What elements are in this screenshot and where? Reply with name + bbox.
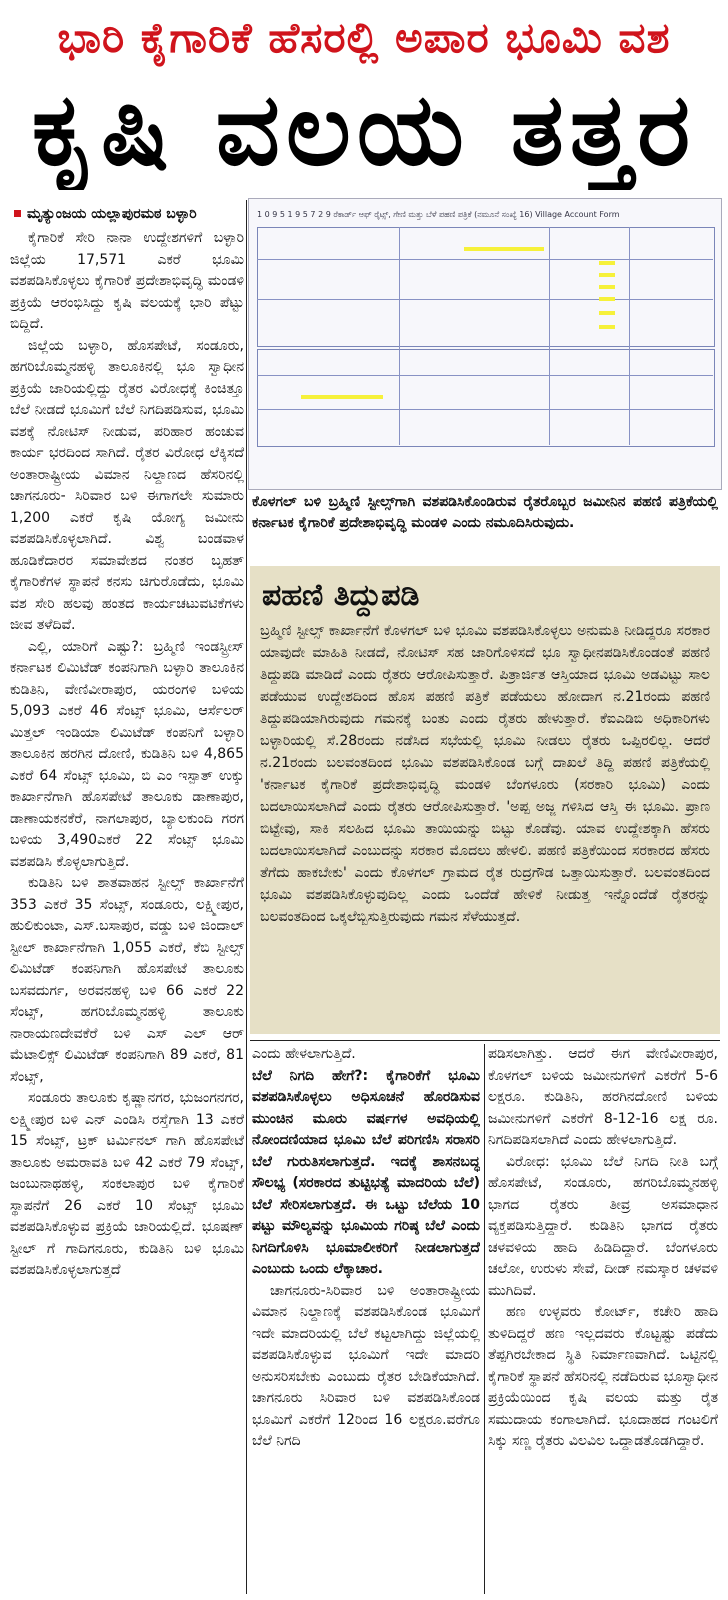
middle-column bbox=[252, 1044, 480, 1594]
left-paragraph: ಸಂಡೂರು ತಾಲೂಕು ಕೃಷ್ಣಾನಗರ, ಭುಜಂಗನಗರ, ಲಕ್ಷ್ಮೀಪುರ ಬಳಿ ಎನ್ ಎಂಡಿಸಿ ರಸ್ತೆಗಾಗಿ 13 ಎಕರೆ 15 ಸೆಂಟ್ಸ್, ಟ್ರಕ್ ಟರ್ಮಿನಲ್ ಗಾಗಿ ಹೊಸಪೇಟೆ ತಾಲೂಕು ಅಮರಾವತಿ ಬಳಿ 42 ಎಕರೆ 79 ಸೆಂಟ್ಸ್, ಜಂಬುನಾಥಹಳ್ಳಿ, ಸಂಕಲಾಪುರ ಬಳಿ ಕೈಗಾರಿಕೆ ಸ್ಥಾಪನೆಗೆ 26 ಎಕರೆ 10 ಸೆಂಟ್ಸ್ ಭೂಮಿ ವಶಪಡಿಸಿಕೊಳ್ಳುವ ಪ್ರಕ್ರಿಯೆ ಜಾರಿಯಲ್ಲಿದೆ. ಭೂಷಣ್ ಸ್ಟೀಲ್ ಗೆ ಗಾದಿಗನೂರು, ಕುಡಿತಿನಿ ಬಳಿ ಭೂಮಿ ವಶಪಡಿಸಿಕೊಳ್ಳಲಾಗುತ್ತದೆ bbox=[10, 1090, 244, 1278]
document-table-top bbox=[257, 227, 715, 347]
middle-paragraph: ಚಾಗನೂರು-ಸಿರಿವಾರ ಬಳಿ ಅಂತಾರಾಷ್ಟ್ರೀಯ ವಿಮಾನ ನಿಲ್ದಾಣಕ್ಕೆ ವಶಪಡಿಸಿಕೊಂಡ ಭೂಮಿಗೆ ಇದೇ ಮಾದರಿಯಲ್ಲಿ ಬೆಲೆ ಕಟ್ಟಲಾಗಿದ್ದು ಜಿಲ್ಲೆಯಲ್ಲಿ ವಶಪಡಿಸಿಕೊಳ್ಳುವ ಭೂಮಿಗೆ ಇದೇ ಮಾದರಿ ಅನುಸರಿಸಬೇಕು ಎಂಬುದು ರೈತರ ಬೇಡಿಕೆಯಾಗಿದೆ. ಚಾಗನೂರು ಸಿರಿವಾರ ಬಳಿ ವಶಪಡಿಸಿಕೊಂಡ ಭೂಮಿಗೆ ಎಕರೆಗೆ 12ರಿಂದ 16 ಲಕ್ಷರೂ.ವರೆಗೂ ಬೆಲೆ ನಿಗದಿ bbox=[252, 1282, 480, 1449]
left-paragraph: ಕೈಗಾರಿಕೆ ಸೇರಿ ನಾನಾ ಉದ್ದೇಶಗಳಿಗೆ ಬಳ್ಳಾರಿ ಜಿಲ್ಲೆಯ 17,571 ಎಕರೆ ಭೂಮಿ ವಶಪಡಿಸಿಕೊಳ್ಳಲು ಕೈಗಾರಿಕೆ ಪ್ರದೇಶಾಭಿವೃದ್ಧಿ ಮಂಡಳಿ ಪ್ರಕ್ರಿಯೆ ಆರಂಭಿಸಿದ್ದು ಕೃಷಿ ವಲಯಕ್ಕೆ ಭಾರಿ ಪೆಟ್ಟು ಬಿದ್ದಿದೆ. bbox=[10, 230, 244, 332]
document-line bbox=[257, 259, 713, 260]
document-line bbox=[257, 409, 713, 410]
highlight-mark bbox=[599, 297, 615, 301]
byline bbox=[10, 203, 246, 225]
column-divider bbox=[246, 200, 247, 1594]
column-divider bbox=[484, 1044, 485, 1594]
left-column bbox=[10, 228, 244, 1594]
highlight-mark bbox=[599, 311, 615, 315]
highlight-mark bbox=[599, 285, 615, 289]
left-paragraph: ಎಲ್ಲಿ, ಯಾರಿಗೆ ಎಷ್ಟು?: ಬ್ರಹ್ಮಿಣಿ ಇಂಡಸ್ಟ್ರೀಸ್ ಕರ್ನಾಟಕ ಲಿಮಿಟೆಡ್ ಕಂಪನಿಗಾಗಿ ಬಳ್ಳಾರಿ ತಾಲೂಕಿನ ಕುಡಿತಿನಿ, ವೇಣಿವೀರಾಪುರ, ಯರಂಗಳಿ ಬಳಿಯ 5,093 ಎಕರೆ 46 ಸೆಂಟ್ಸ್ ಭೂಮಿ, ಆರ್ಸೆಲರ್ ಮಿತ್ತಲ್ ಇಂಡಿಯಾ ಲಿಮಿಟೆಡ್ ಕಂಪನಿಗೆ ಬಳ್ಳಾರಿ ತಾಲೂಕಿನ ಹರಗಿನ ದೋಣಿ, ಕುಡಿತಿನಿ ಬಳಿ 4,865 ಎಕರೆ 64 ಸೆಂಟ್ಸ್ ಭೂಮಿ, ಬಿ ಎಂ ಇಸ್ಪಾತ್ ಉಕ್ಕು ಕಾರ್ಖಾನೆಗಾಗಿ ಹೊಸಪೇಟೆ ತಾಲೂಕು ಡಾಣಾಪುರ, ಡಾಣಾಯಕನಕೆರೆ, ನಾಗಲಾಪುರ, ಬ್ಯಾಲಕುಂದಿ ಗರಗ ಬಳಿಯ 3,490ಎಕರೆ 22 ಸೆಂಟ್ಸ್ ಭೂಮಿ ವಶಪಡಿಸಿ ಕೊಳ್ಳಲಾಗುತ್ತಿದೆ. bbox=[10, 638, 244, 870]
left-paragraph: ಕುಡಿತಿನಿ ಬಳಿ ಶಾತವಾಹನ ಸ್ಟೀಲ್ಸ್ ಕಾರ್ಖಾನೆಗೆ 353 ಎಕರೆ 35 ಸೆಂಟ್ಸ್, ಸಂಡೂರು, ಲಕ್ಷ್ಮೀಪುರ, ಹುಲಿಕುಂಟಾ, ಎಸ್.ಬಸಾಪುರ, ವಡ್ಡು ಬಳಿ ಜಿಂದಾಲ್ ಸ್ಟೀಲ್ ಕಾರ್ಖಾನೆಗಾಗಿ 1,055 ಎಕರೆ, ಕೆಬಿ ಸ್ಟೀಲ್ಸ್ ಲಿಮಿಟೆಡ್ ಕಂಪನಿಗಾಗಿ ಹೊಸಪೇಟೆ ತಾಲೂಕು ಬಸವದುರ್ಗ, ಅರವನಹಳ್ಳಿ ಬಳಿ 66 ಎಕರೆ 22 ಸೆಂಟ್ಸ್, ಹಗರಿಬೊಮ್ಮನಹಳ್ಳಿ ತಾಲೂಕು ನಾರಾಯಣದೇವಕೆರೆ ಬಳಿ ಎಸ್ ಎಲ್ ಆರ್ ಮೆಟಾಲಿಕ್ಸ್ ಲಿಮಿಟೆಡ್ ಕಂಪನಿಗಾಗಿ 89 ಎಕರೆ, 81 ಸೆಂಟ್ಸ್, bbox=[10, 875, 244, 1085]
highlight-mark bbox=[464, 247, 544, 251]
right-paragraph: ಪಡಿಸಲಾಗಿತ್ತು. ಆದರೆ ಈಗ ವೇಣಿವೀರಾಪುರ, ಕೊಳಗಲ್ ಬಳಿಯ ಜಮೀನುಗಳಿಗೆ ಎಕರೆಗೆ 5-6 ಲಕ್ಷರೂ. ಕುಡಿತಿನಿ, ಹರಗಿನದೋಣಿ ಬಳಿಯ ಜಮೀನುಗಳಿಗೆ ಎಕರೆಗೆ 8-12-16 ಲಕ್ಷ ರೂ. ನಿಗದಿಪಡಿಸಲಾಗಿದೆ ಎಂದು ಹೇಳಲಾಗುತ್ತಿದೆ. bbox=[488, 1046, 718, 1148]
left-paragraph: ಜಿಲ್ಲೆಯ ಬಳ್ಳಾರಿ, ಹೊಸಪೇಟೆ, ಸಂಡೂರು, ಹಗರಿಬೊಮ್ಮನಹಳ್ಳಿ ತಾಲೂಕಿನಲ್ಲಿ ಭೂ ಸ್ವಾಧೀನ ಪ್ರಕ್ರಿಯೆ ಜಾರಿಯಲ್ಲಿದ್ದು ರೈತರ ವಿರೋಧಕ್ಕೆ ಕಿಂಚಿತ್ತೂ ಬೆಲೆ ನೀಡದೆ ಭೂಮಿಗೆ ಬೆಲೆ ನಿಗದಿಪಡಿಸುವ, ಭೂಮಿ ವಶಕ್ಕೆ ನೋಟಿಸ್ ನೀಡುವ, ಪರಿಹಾರ ಹಂಚುವ ಕಾರ್ಯ ಭರದಿಂದ ಸಾಗಿದೆ. ರೈತರ ವಿರೋಧ ಲೆಕ್ಕಿಸದೆ ಅಂತಾರಾಷ್ಟ್ರೀಯ ವಿಮಾನ ನಿಲ್ದಾಣದ ಹೆಸರಿನಲ್ಲಿ ಚಾಗನೂರು- ಸಿರಿವಾರ ಬಳಿ ಈಗಾಗಲೇ ಸುಮಾರು 1,200 ಎಕರೆ ಕೃಷಿ ಯೋಗ್ಯ ಜಮೀನು ವಶಪಡಿಸಿಕೊಳ್ಳಲಾಗಿದೆ. ವಿಶ್ವ ಬಂಡವಾಳ ಹೂಡಿಕೆದಾರರ ಸಮಾವೇಶದ ನಂತರ ಬೃಹತ್ ಕೈಗಾರಿಕೆಗಳ ಸ್ಥಾಪನೆ ಕನಸು ಚಿಗುರೊಡೆದು, ಭೂಮಿ ವಶ ಸೇರಿ ಹಲವು ಹಂತದ ಕಾರ್ಯಚಟುವಟಿಕೆಗಳು ಜೀವ ತಳೆದಿವೆ. bbox=[10, 337, 244, 633]
horizontal-divider bbox=[250, 1040, 720, 1041]
document-line bbox=[549, 227, 550, 445]
byline-marker bbox=[14, 210, 21, 217]
document-line bbox=[399, 227, 400, 445]
highlight-mark bbox=[599, 325, 615, 329]
highlight-mark bbox=[599, 261, 615, 265]
main-headline: ಕೃಷಿ ವಲಯ ತತ್ತರ bbox=[31, 71, 697, 188]
middle-paragraph: ಎಂದು ಹೇಳಲಾಗುತ್ತಿದೆ. bbox=[252, 1046, 356, 1062]
highlight-mark bbox=[301, 395, 383, 399]
highlight-mark bbox=[599, 273, 615, 277]
right-paragraph: ವಿರೋಧ: ಭೂಮಿ ಬೆಲೆ ನಿಗದಿ ನೀತಿ ಬಗ್ಗೆ ಹೊಸಪೇಟೆ, ಸಂಡೂರು, ಹಗರಿಬೊಮ್ಮನಹಳ್ಳಿ ಭಾಗದ ರೈತರು ತೀವ್ರ ಅಸಮಾಧಾನ ವ್ಯಕ್ತಪಡಿಸುತ್ತಿದ್ದಾರೆ. ಕುಡಿತಿನಿ ಭಾಗದ ರೈತರು ಚಳವಳಿಯ ಹಾದಿ ಹಿಡಿದಿದ್ದಾರೆ. ಬೆಂಗಳೂರು ಚಲೋ, ಉರುಳು ಸೇವೆ, ದೀಡ್ ನಮಸ್ಕಾರ ಚಳವಳಿ ಮುಗಿದಿವೆ. bbox=[488, 1153, 718, 1299]
box-body: ಬ್ರಹ್ಮಿಣಿ ಸ್ಟೀಲ್ಸ್ ಕಾರ್ಖಾನೆಗೆ ಕೊಳಗಲ್ ಬಳಿ ಭೂಮಿ ವಶಪಡಿಸಿಕೊಳ್ಳಲು ಅನುಮತಿ ನೀಡಿದ್ದರೂ ಸರಕಾರ ಯಾವುದೇ ಮಾಹಿತಿ ನೀಡದೆ, ನೋಟಿಸ್ ಸಹ ಜಾರಿಗೊಳಿಸದೆ ಭೂ ಸ್ವಾಧೀನಪಡಿಸಿಕೊಂಡಂತೆ ಪಹಣಿ ತಿದ್ದುಪಡಿ ಮಾಡಿದೆ ಎಂದು ರೈತರು ಆರೋಪಿಸುತ್ತಾರೆ. ಪಿತ್ರಾರ್ಜಿತ ಆಸ್ತಿಯಾದ ಭೂಮಿ ಅಡವಿಟ್ಟು ಸಾಲ ಪಡೆಯುವ ಉದ್ದೇಶದಿಂದ ಹೊಸ ಪಹಣಿ ಪತ್ರಿಕೆ ಪಡೆಯಲು ಹೋದಾಗ ನ.21ರಂದು ಪಹಣಿ ತಿದ್ದುಪಡಿಯಾಗಿರುವುದು ಗಮನಕ್ಕೆ ಬಂತು ಎಂದು ರೈತರು ಹೇಳುತ್ತಾರೆ. ಕೆಐಎಡಿಬಿ ಅಧಿಕಾರಿಗಳು ಬಳ್ಳಾರಿಯಲ್ಲಿ ಸೆ.28ರಂದು ನಡೆಸಿದ ಸಭೆಯಲ್ಲಿ ಭೂಮಿ ನೀಡಲು ರೈತರು ಒಪ್ಪಿರಲಿಲ್ಲ. ಆದರೆ ನ.21ರಂದು ಬಲವಂತದಿಂದ ಭೂಮಿ ವಶಪಡಿಸಿಕೊಂಡ ಬಗ್ಗೆ ದಾಖಲೆ ತಿದ್ದಿ ಪಹಣಿ ಪತ್ರಿಕೆಯಲ್ಲಿ 'ಕರ್ನಾಟಕ ಕೈಗಾರಿಕೆ ಪ್ರದೇಶಾಭಿವೃದ್ಧಿ ಮಂಡಳಿ ಬೆಂಗಳೂರು (ಸರಕಾರಿ ಭೂಮಿ) ಎಂದು ಬದಲಾಯಿಸಲಾಗಿದೆ ಎಂದು ರೈತರು ಆರೋಪಿಸುತ್ತಾರೆ. 'ಅಪ್ಪ ಅಜ್ಜ ಗಳಿಸಿದ ಆಸ್ತಿ ಈ ಭೂಮಿ. ಪ್ರಾಣ ಬಿಟ್ಟೇವು, ಸಾಕಿ ಸಲಹಿದ ಭೂಮಿ ತಾಯಿಯನ್ನು ಬಿಟ್ಟು ಕೊಡೆವು. ಯಾವ ಉದ್ದೇಶಕ್ಕಾಗಿ ಹೆಸರು ಬದಲಾಯಿಸಲಾಗಿದೆ ಎಂಬುದನ್ನು ಸರಕಾರ ಮೊದಲು ಹೇಳಲಿ. ಪಹಣಿ ಪತ್ರಿಕೆಯಿಂದ ಸರಕಾರದ ಹೆಸರು ತೆಗೆದು ಹಾಕಬೇಕು' ಎಂದು ಕೊಳಗಲ್ ಗ್ರಾಮದ ರೈತ ರುದ್ರಗೌಡ ಒತ್ತಾಯಿಸುತ್ತಾರೆ. ಬಲವಂತದಿಂದ ಭೂಮಿ ವಶಪಡಿಸಿಕೊಳ್ಳುವುದಿಲ್ಲ ಎಂದು ಒಂದೆಡೆ ಹೇಳಿಕೆ ನೀಡುತ್ತ ಇನ್ನೊಂದೆಡೆ ರೈತರನ್ನು ಬಲವಂತದಿಂದ ಒಕ್ಕಲೆಬ್ಬಿಸುತ್ತಿರುವುದು ಗಮನ ಸೆಳೆಯುತ್ತದೆ. bbox=[260, 623, 710, 925]
sidebar-box bbox=[250, 566, 720, 1034]
byline-text: ಮೃತ್ಯುಂಜಯ ಯಲ್ಲಾಪುರಮಠ ಬಳ್ಳಾರಿ bbox=[27, 206, 197, 222]
kicker-headline: ಭಾರಿ ಕೈಗಾರಿಕೆ ಹೆಸರಲ್ಲಿ ಅಪಾರ ಭೂಮಿ ವಶ bbox=[57, 13, 671, 62]
right-paragraph: ಹಣ ಉಳ್ಳವರು ಕೋರ್ಟ್, ಕಚೇರಿ ಹಾದಿ ತುಳಿದಿದ್ದರೆ ಹಣ ಇಲ್ಲದವರು ಕೊಟ್ಟಷ್ಟು ಪಡೆದು ತೆಪ್ಪಗಿರಬೇಕಾದ ಸ್ಥಿತಿ ನಿರ್ಮಾಣವಾಗಿದೆ. ಒಟ್ಟಿನಲ್ಲಿ ಕೈಗಾರಿಕೆ ಸ್ಥಾಪನೆ ಹೆಸರಿನಲ್ಲಿ ನಡೆದಿರುವ ಭೂಸ್ವಾಧೀನ ಪ್ರಕ್ರಿಯೆಯಿಂದ ಕೃಷಿ ವಲಯ ಮತ್ತು ರೈತ ಸಮುದಾಯ ಕಂಗಾಲಾಗಿದೆ. ಭೂದಾಹದ ಗಂಟಲಿಗೆ ಸಿಕ್ಕು ಸಣ್ಣ ರೈತರು ವಿಲವಿಲ ಒದ್ದಾಡತೊಡಗಿದ್ದಾರೆ. bbox=[488, 1304, 718, 1449]
document-header: 1 0 9 5 1 9 5 7 2 9 ರೆಕಾರ್ಡ್ ಆಫ್ ರೈಟ್ಸ್, ಗೇಣಿ ಮತ್ತು ಬೆಳೆ ಪಹಣಿ ಪತ್ರಿಕೆ (ನಮೂನೆ ಸಂಖ್ಯೆ 16) Village Account Form bbox=[257, 210, 620, 219]
document-line bbox=[257, 299, 713, 300]
image-caption: ಕೊಳಗಲ್ ಬಳಿ ಬ್ರಹ್ಮಿಣಿ ಸ್ಟೀಲ್ಸ್‌ಗಾಗಿ ವಶಪಡಿಸಿಕೊಂಡಿರುವ ರೈತರೊಬ್ಬರ ಜಮೀನಿನ ಪಹಣಿ ಪತ್ರಿಕೆಯಲ್ಲಿ ಕರ್ನಾಟಕ ಕೈಗಾರಿಕೆ ಪ್ರದೇಶಾಭಿವೃದ್ಧಿ ಮಂಡಳಿ ಎಂದು ನಮೂದಿಸಿರುವುದು. bbox=[252, 494, 718, 531]
middle-paragraph: ಬೆಲೆ ನಿಗದಿ ಹೇಗೆ?: ಕೈಗಾರಿಕೆಗೆ ಭೂಮಿ ವಶಪಡಿಸಿಕೊಳ್ಳಲು ಅಧಿಸೂಚನೆ ಹೊರಡಿಸುವ ಮುಂಚಿನ ಮೂರು ವರ್ಷಗಳ ಅವಧಿಯಲ್ಲಿ ನೋಂದಣಿಯಾದ ಭೂಮಿ ಬೆಲೆ ಪರಿಗಣಿಸಿ ಸರಾಸರಿ ಬೆಲೆ ಗುರುತಿಸಲಾಗುತ್ತದೆ. ಇದಕ್ಕೆ ಶಾಸನಬದ್ಧ ಸೌಲಭ್ಯ (ಸರಕಾರದ ತುಟ್ಟಿಭತ್ಯೆ ಮಾದರಿಯ ಬೆಲೆ) ಬೆಲೆ ಸೇರಿಸಲಾಗುತ್ತದೆ. ಈ ಒಟ್ಟು ಬೆಲೆಯ 10 ಪಟ್ಟು ಮೌಲ್ಯವನ್ನು ಭೂಮಿಯ ಗರಿಷ್ಠ ಬೆಲೆ ಎಂದು ನಿಗದಿಗೊಳಿಸಿ ಭೂಮಾಲೀಕರಿಗೆ ನೀಡಲಾಗುತ್ತದೆ ಎಂಬುದು ಒಂದು ಲೆಕ್ಕಾಚಾರ. bbox=[252, 1067, 480, 1277]
box-title: ಪಹಣಿ ತಿದ್ದುಪಡಿ bbox=[262, 578, 420, 613]
document-line bbox=[629, 227, 630, 445]
document-line bbox=[257, 375, 713, 376]
right-column bbox=[488, 1044, 718, 1594]
pahani-document-image bbox=[248, 198, 722, 490]
